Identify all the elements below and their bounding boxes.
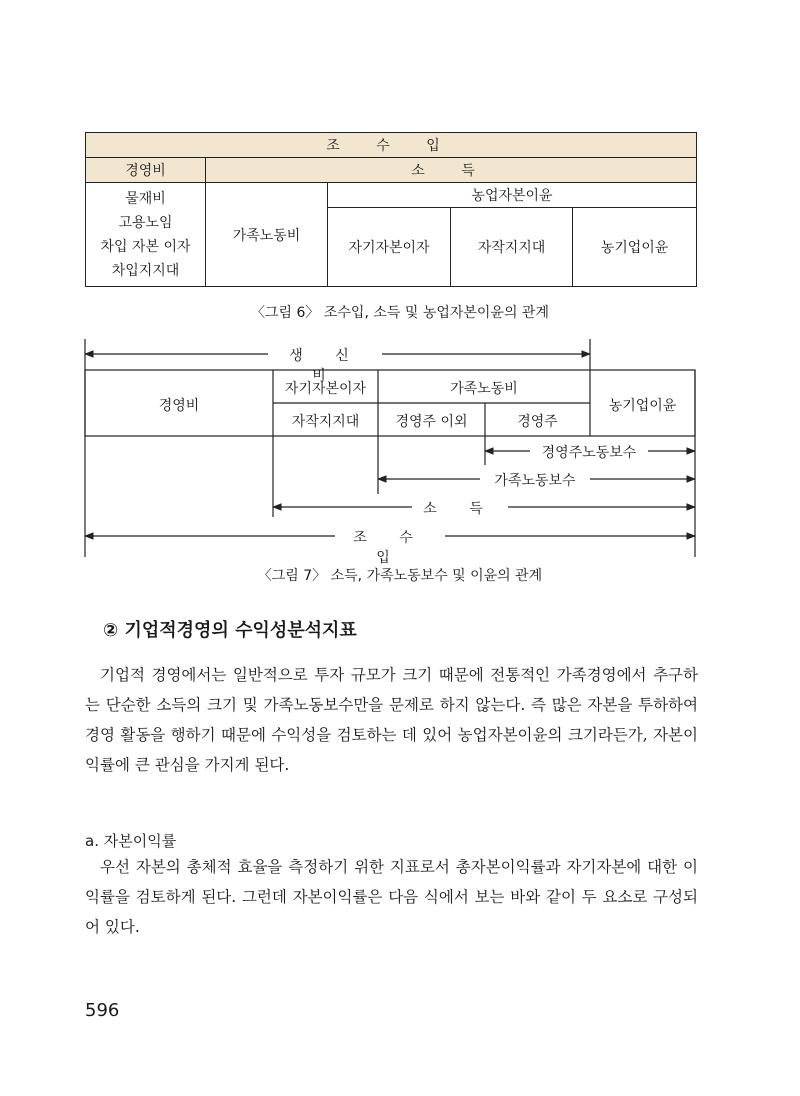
farm-enterprise-profit-label: 농기업이윤	[608, 398, 677, 414]
page-number: 596	[85, 1000, 120, 1021]
farm-capital-profit-cell: 농업자본이윤	[328, 183, 697, 208]
owned-land-rent-label: 자작지지대	[291, 414, 360, 430]
cost-item: 차입 자본 이자	[100, 238, 191, 255]
paragraph-1: 기업적 경영에서는 일반적으로 투자 규모가 크기 때문에 전통적인 가족경영에서 추구하는 단순한 소득의 크기 및 가족노동보수만을 문제로 하지 않는다. 즉 많은 자본을 투하하여 경영 활동을 행하기 때문에 수익성을 검토하는 데 있어 농업자본이윤의 크기라든가, 자본이익률에 큰 관심을 가지게 된다.	[85, 666, 698, 774]
management-cost-label: 경영비	[158, 398, 200, 414]
paragraph-2: 우선 자본의 총체적 효율을 측정하기 위한 지표로서 총자본이익률과 자기자본에 대한 이익률을 검토하게 된다. 그런데 자본이익률은 다음 식에서 보는 바와 같이 두 요소로 구성되어 있다.	[85, 858, 698, 936]
farm-enterprise-profit-cell: 농기업이윤	[573, 208, 697, 287]
own-capital-interest-label: 자기자본이자	[284, 381, 367, 397]
subheading: a. 자본이익률	[85, 832, 177, 850]
section-title: ② 기업적경영의 수익성분석지표	[103, 620, 357, 641]
figure-7-caption: 〈그림 7〉 소득, 가족노동보수 및 이윤의 관계	[257, 568, 543, 584]
family-labor-pay-label: 가족노동보수	[494, 473, 576, 489]
gross-income-label: 조 수 입	[353, 530, 427, 566]
non-operator-label: 경영주 이외	[395, 414, 468, 430]
operator-labor-pay-label: 경영주노동보수	[541, 445, 637, 461]
family-labor-cost-label: 가족노동비	[450, 381, 518, 397]
figure-6-caption: 〈그림 6〉 조수입, 소득 및 농업자본이윤의 관계	[251, 305, 549, 321]
cost-item: 고용노임	[118, 214, 173, 231]
cost-item: 물재비	[125, 190, 166, 207]
management-cost-header: 경영비	[86, 158, 206, 183]
gross-income-header: 조 수 입	[86, 133, 697, 158]
income-header: 소 득	[206, 158, 697, 183]
income-label: 소 득	[423, 501, 497, 517]
cost-item: 차입지지대	[111, 262, 180, 279]
operator-label: 경영주	[517, 414, 558, 430]
family-labor-cell: 가족노동비	[206, 183, 328, 287]
owned-land-rent-cell: 자작지지대	[451, 208, 573, 287]
production-cost-label: 생 신 비	[289, 348, 363, 384]
own-capital-interest-cell: 자기자본이자	[328, 208, 451, 287]
